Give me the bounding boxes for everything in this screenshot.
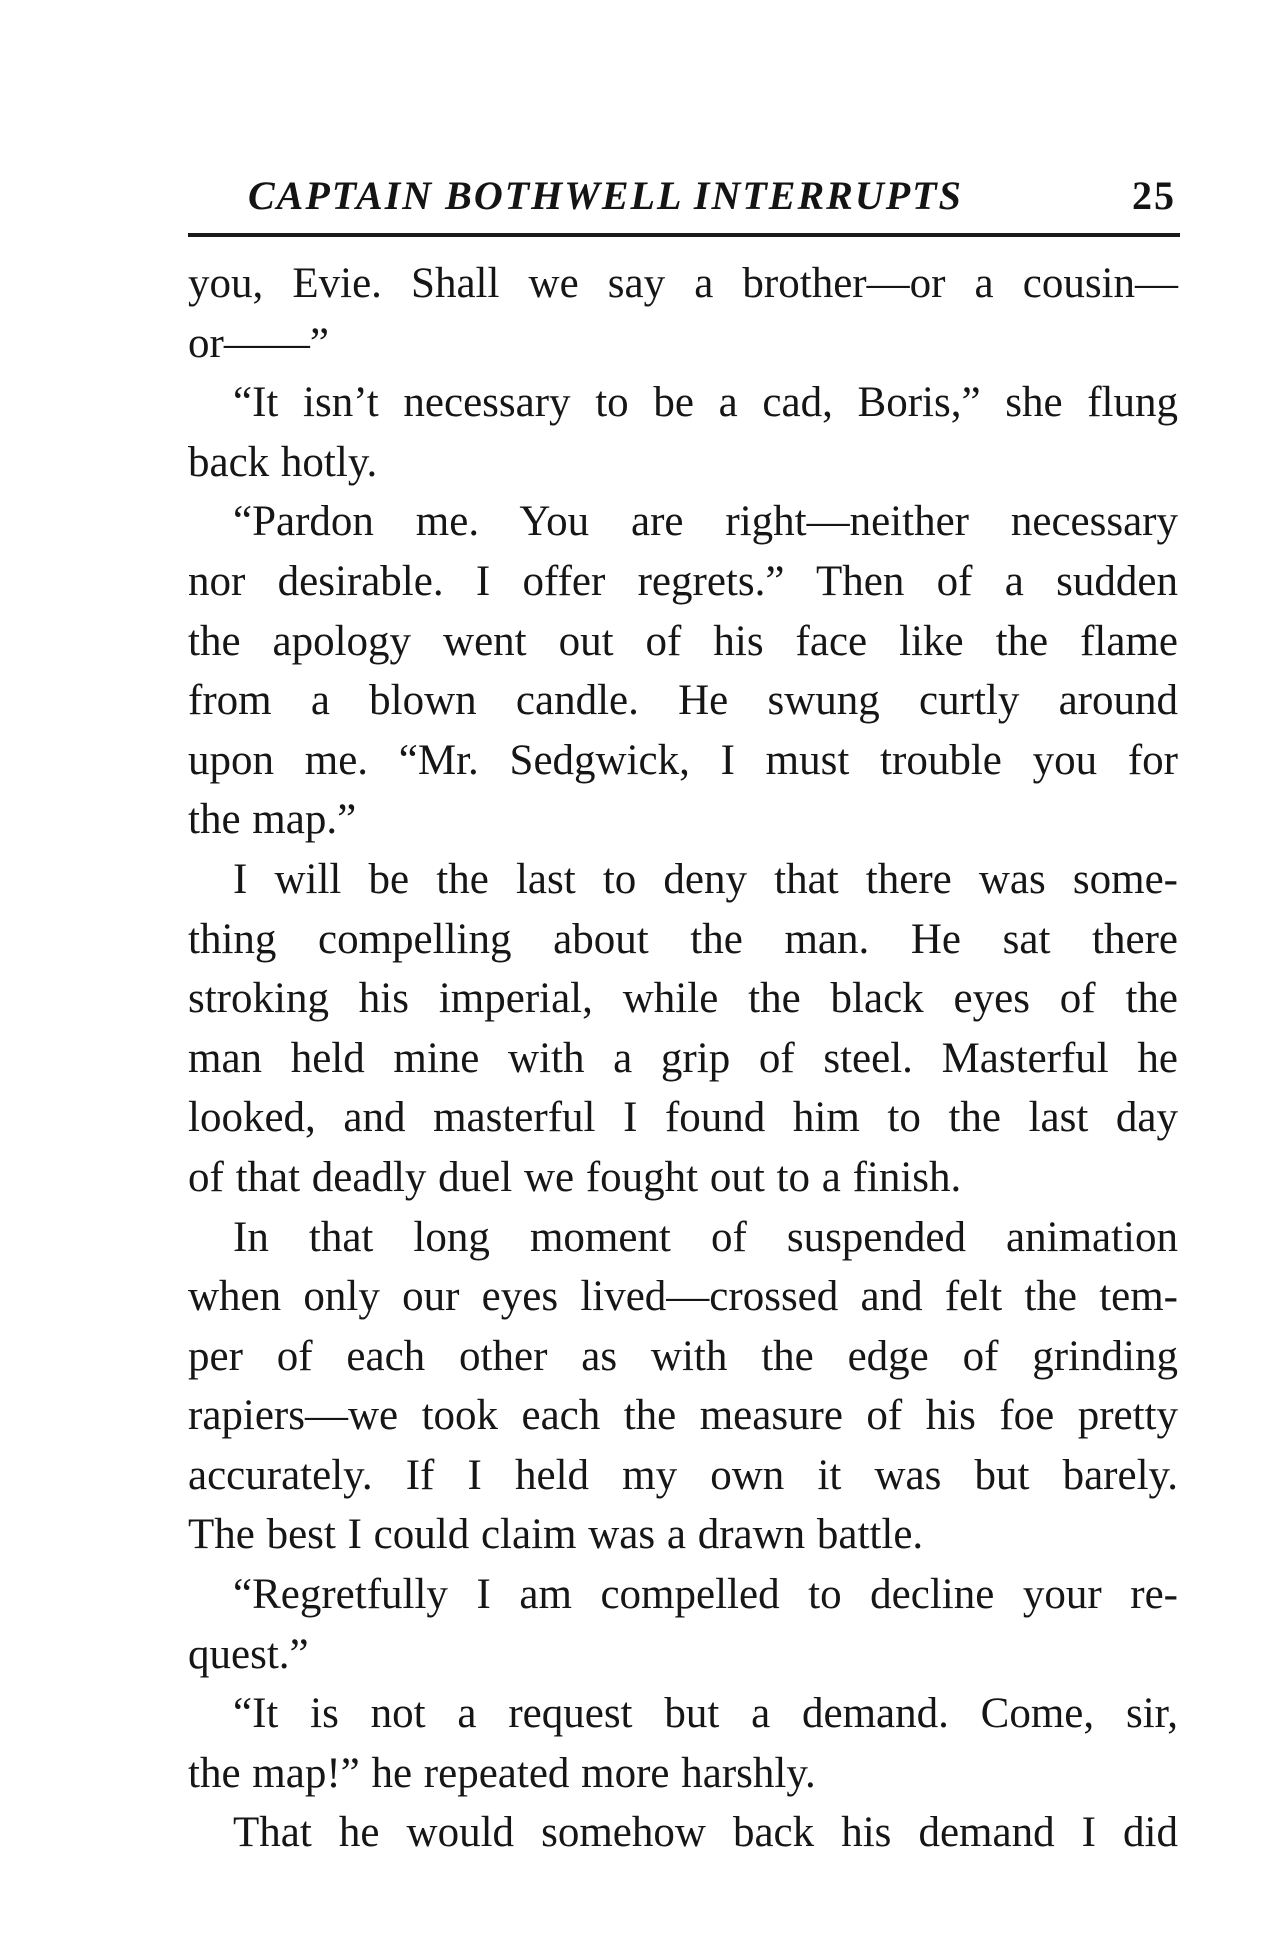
body-text [188, 254, 1178, 1863]
running-head [188, 172, 1176, 232]
text-line: quest.” [188, 1630, 309, 1678]
text-line: “Pardon me. You are right—neither necessary [233, 498, 1178, 546]
header-rule [188, 233, 1180, 237]
text-line: the apology went out of his face like the flame [188, 617, 1178, 665]
text-line: “It isn’t necessary to be a cad, Boris,” she flung [233, 379, 1178, 427]
text-line: rapiers—we took each the measure of his foe pretty [188, 1392, 1178, 1440]
text-line: the map!” he repeated more harshly. [188, 1749, 816, 1797]
text-line: you, Evie. Shall we say a brother—or a cousin— [188, 260, 1178, 307]
text-line: of that deadly duel we fought out to a finish. [188, 1153, 962, 1201]
text-line: or——” [188, 319, 329, 367]
text-line: I will be the last to deny that there was some- [233, 855, 1178, 903]
text-line: man held mine with a grip of steel. Masterful he [188, 1034, 1178, 1082]
text-line: In that long moment of suspended animation [233, 1213, 1178, 1261]
text-line: from a blown candle. He swung curtly around [188, 677, 1178, 725]
text-line: accurately. If I held my own it was but barely. [188, 1451, 1178, 1499]
text-line: “Regretfully I am compelled to decline your re- [233, 1571, 1178, 1619]
page-number: 25 [1132, 173, 1176, 218]
text-line: thing compelling about the man. He sat there [188, 915, 1178, 963]
chapter-title: CAPTAIN BOTHWELL INTERRUPTS [248, 173, 963, 218]
text-line: stroking his imperial, while the black eyes of the [188, 975, 1178, 1023]
text-line: That he would somehow back his demand I did [233, 1809, 1178, 1857]
text-line: when only our eyes lived—crossed and felt the tem- [188, 1273, 1178, 1321]
text-line: “It is not a request but a demand. Come, sir, [233, 1690, 1178, 1738]
text-line: per of each other as with the edge of grinding [188, 1332, 1178, 1380]
text-line: nor desirable. I offer regrets.” Then of a sudden [188, 557, 1178, 605]
text-line: upon me. “Mr. Sedgwick, I must trouble you for [188, 736, 1178, 784]
text-line: The best I could claim was a drawn battle. [188, 1511, 924, 1559]
text-line: the map.” [188, 796, 357, 844]
text-line: back hotly. [188, 438, 378, 486]
text-line: looked, and masterful I found him to the last day [188, 1094, 1178, 1142]
